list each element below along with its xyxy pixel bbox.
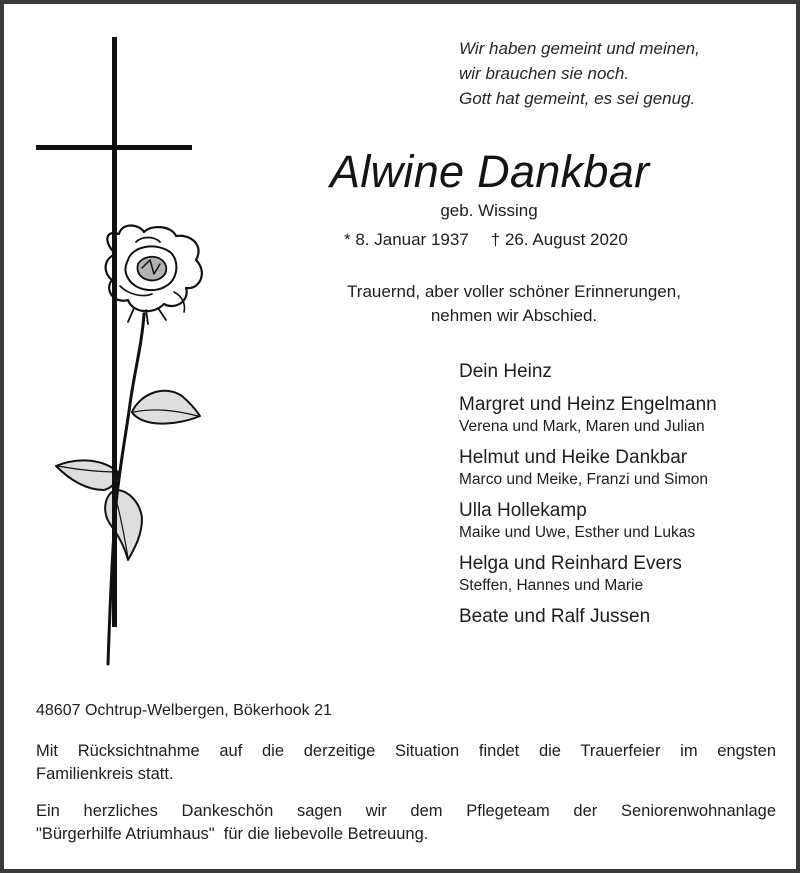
thanks-notice-line: Ein herzliches Dankeschön sagen wir dem Pflegeteam der Seniorenwohnanlage [36, 802, 776, 820]
quote-line: Wir haben gemeint und meinen, [459, 39, 700, 58]
address: 48607 Ochtrup-Welbergen, Bökerhook 21 [36, 702, 332, 719]
mourner-main: Beate und Ralf Jussen [459, 606, 651, 627]
ceremony-notice-line: Familienkreis statt. [36, 765, 174, 783]
farewell-line: Trauernd, aber voller schöner Erinnerungen, [347, 282, 681, 301]
deceased-name: Alwine Dankbar [330, 146, 650, 197]
rose-icon [56, 226, 202, 665]
mourners-list [459, 359, 789, 637]
mourner-group [459, 445, 789, 490]
farewell-text [284, 280, 744, 328]
birth-date: * 8. Januar 1937 [344, 230, 469, 249]
death-date: † 26. August 2020 [490, 230, 628, 249]
mourner-sub: Steffen, Hannes und Marie [459, 577, 644, 594]
cross-rose-illustration [24, 24, 244, 674]
mourner-main: Dein Heinz [459, 361, 552, 382]
mourner-main: Ulla Hollekamp [459, 500, 587, 521]
mourner-main: Helmut und Heike Dankbar [459, 447, 688, 468]
mourner-sub: Verena und Mark, Maren und Julian [459, 418, 705, 435]
ceremony-notice-line: Mit Rücksichtnahme auf die derzeitige Situation findet die Trauerfeier im engsten [36, 742, 776, 760]
mourner-group [459, 604, 789, 629]
quote-line: Gott hat gemeint, es sei genug. [459, 89, 696, 108]
farewell-line: nehmen wir Abschied. [430, 306, 598, 325]
mourner-group [459, 498, 789, 543]
quote-block [459, 36, 700, 111]
mourner-group [459, 359, 789, 384]
maiden-name: geb. Wissing [440, 201, 538, 220]
mourner-group [459, 392, 789, 437]
mourner-sub: Maike und Uwe, Esther und Lukas [459, 524, 696, 541]
thanks-notice-line: "Bürgerhilfe Atriumhaus" für die liebevolle Betreuung. [36, 825, 429, 843]
mourner-group [459, 551, 789, 596]
life-dates [344, 230, 628, 250]
ceremony-notice [36, 740, 776, 786]
mourner-main: Margret und Heinz Engelmann [459, 394, 717, 415]
mourner-sub: Marco und Meike, Franzi und Simon [459, 471, 708, 488]
thanks-notice [36, 800, 776, 846]
quote-line: wir brauchen sie noch. [459, 64, 630, 83]
mourner-main: Helga und Reinhard Evers [459, 553, 682, 574]
